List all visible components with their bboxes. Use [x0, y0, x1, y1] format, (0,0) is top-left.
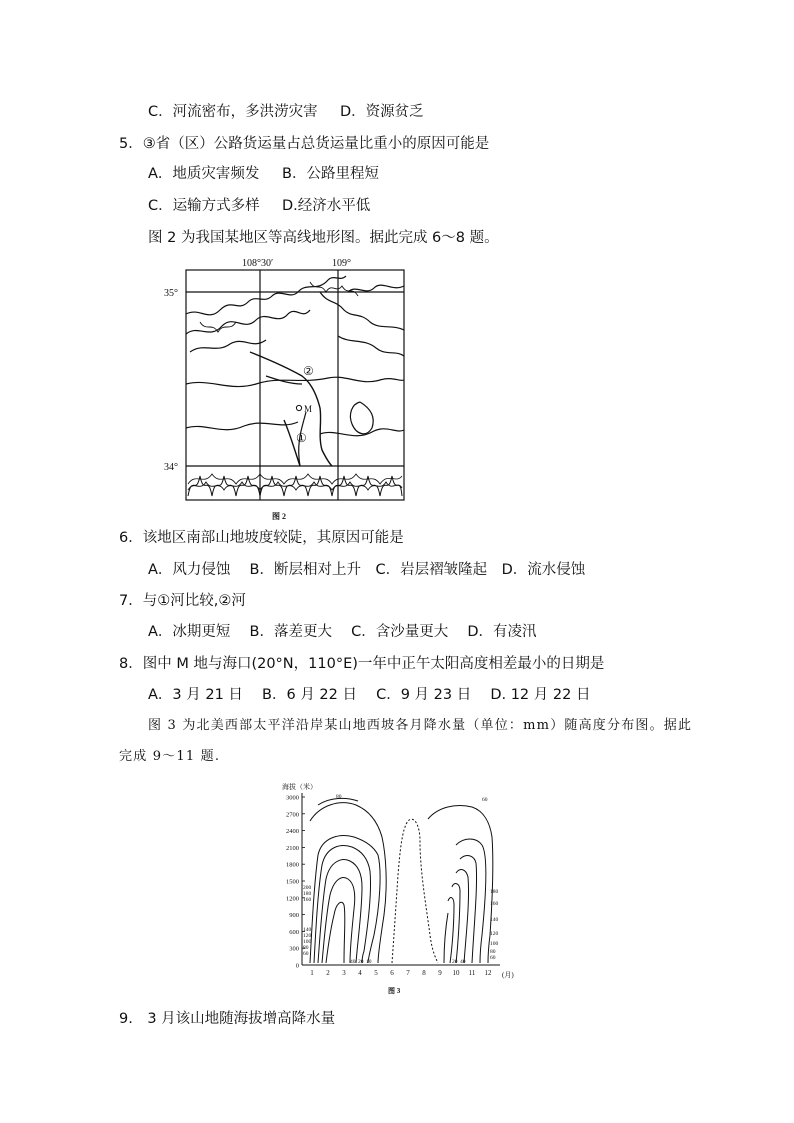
isoline-label-right: 80: [490, 949, 496, 955]
option-c-line: C．河流密布，多洪涝灾害: [148, 104, 318, 120]
elevation-tick-label: 1800: [286, 861, 299, 869]
elevation-tick-label: 0: [295, 962, 299, 970]
elevation-tick-label: 2700: [286, 811, 299, 819]
q5-option-a: A．地质灾害频发: [148, 166, 260, 182]
isoline-label-bottom: 20: [452, 959, 458, 965]
month-tick-label: 8: [422, 969, 426, 977]
elevation-tick-label: 600: [289, 928, 299, 936]
contour-map-figure: [160, 252, 410, 524]
river-1-label: ①: [296, 431, 307, 445]
q5-option-c: C．运输方式多样: [148, 198, 260, 214]
longitude-label-2: 109°: [332, 258, 351, 269]
figure-3-intro-line2: 完成 9～11 题.: [119, 749, 221, 764]
isoline-label-bottom: 20: [358, 959, 364, 965]
isoline-label-right: 100: [490, 941, 499, 947]
month-tick-label: 7: [406, 969, 410, 977]
isoline-label-right: 120: [490, 931, 499, 937]
isoline-label-left: 100: [303, 939, 312, 945]
figure-2-caption: 图 2: [272, 512, 286, 521]
elevation-tick-label: 2400: [286, 828, 299, 836]
option-d-line: D．资源贫乏: [340, 104, 424, 120]
figure-2-intro: 图 2 为我国某地区等高线地形图。据此完成 6～8 题。: [148, 230, 499, 246]
month-tick-label: 5: [374, 969, 378, 977]
elevation-tick-label: 900: [289, 912, 299, 920]
elevation-tick-label: 2100: [286, 844, 299, 852]
isoline-label-right: 160: [490, 901, 499, 907]
isoline-label-bottom: 10: [366, 959, 372, 965]
month-tick-label: 4: [358, 969, 362, 977]
month-tick-label: 9: [438, 969, 442, 977]
isoline-label-left: 140: [303, 927, 312, 933]
isoline-label-left: 180: [303, 891, 312, 897]
elevation-tick-label: 3000: [286, 794, 299, 802]
isoline-label-left: 120: [303, 933, 312, 939]
isoline-label-left: 60: [303, 951, 309, 957]
precipitation-chart-figure: [270, 775, 530, 1000]
q5-option-b: B．公路里程短: [282, 166, 379, 182]
question-5: 5．③省（区）公路货运量占总货运量比重小的原因可能是: [119, 136, 490, 152]
isoline-label-top: 80: [336, 794, 342, 800]
isoline-label-right: 60: [490, 955, 496, 961]
question-9: 9. 3 月该山地随海拔增高降水量: [119, 1011, 336, 1027]
month-tick-label: 2: [326, 969, 330, 977]
q8-options: A．3 月 21 日 B．6 月 22 日 C．9 月 23 日 D. 12 月 22 日: [148, 687, 591, 703]
isoline-label-left: 200: [303, 885, 312, 891]
figure-3-caption: 图 3: [388, 987, 401, 995]
isoline-label-right: 140: [490, 917, 499, 923]
q5-option-d: D.经济水平低: [282, 198, 371, 214]
month-tick-label: 10: [452, 969, 460, 977]
elevation-axis-label: 海拔（米）: [282, 783, 317, 791]
month-unit-label: (月): [502, 971, 514, 979]
isoline-label-left: 160: [303, 897, 312, 903]
elevation-tick-label: 1500: [286, 878, 299, 886]
elevation-tick-label: 300: [289, 945, 299, 953]
month-tick-label: 3: [342, 969, 346, 977]
isoline-label-left: 80: [303, 945, 309, 951]
question-7: 7．与①河比较,②河: [119, 593, 246, 609]
month-tick-label: 6: [390, 969, 394, 977]
month-tick-label: 12: [484, 969, 492, 977]
figure-3-intro-line1: 图 3 为北美西部太平洋沿岸某山地西坡各月降水量（单位：mm）随高度分布图。据此: [148, 718, 693, 733]
point-m-label: M: [304, 404, 313, 414]
longitude-label-1: 108°30′: [242, 258, 274, 269]
question-6: 6．该地区南部山地坡度较陡，其原因可能是: [119, 530, 404, 546]
isoline-label-right: 180: [490, 889, 499, 895]
latitude-label-1: 35°: [164, 288, 178, 299]
isoline-label-bottom: 40: [350, 959, 356, 965]
isoline-label-bottom: 40: [460, 959, 466, 965]
isoline-label-top: 60: [482, 797, 488, 803]
month-tick-label: 11: [468, 969, 476, 977]
question-8: 8．图中 M 地与海口(20°N，110°E)一年中正午太阳高度相差最小的日期是: [119, 656, 605, 672]
month-ticks: [310, 969, 492, 977]
q6-options: A．风力侵蚀 B．断层相对上升 C．岩层褶皱隆起 D．流水侵蚀: [148, 562, 586, 578]
elevation-tick-label: 1200: [286, 895, 299, 903]
q7-options: A．冰期更短 B．落差更大 C．含沙量更大 D．有凌汛: [148, 624, 537, 640]
river-2-label: ②: [303, 364, 314, 378]
month-tick-label: 1: [310, 969, 314, 977]
latitude-label-2: 34°: [164, 462, 178, 473]
